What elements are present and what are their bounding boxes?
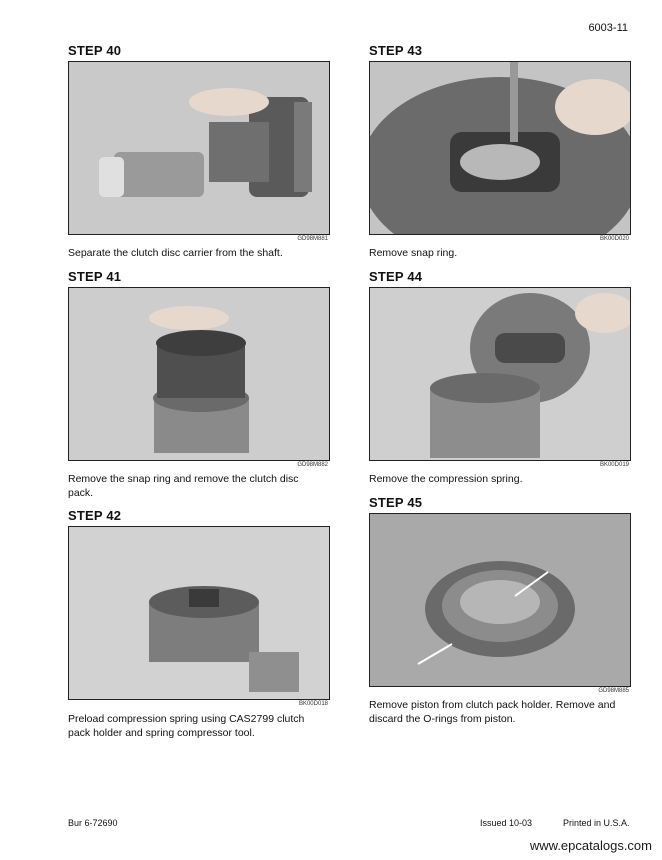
page-number: 6003-11 [588, 22, 628, 34]
watermark-link[interactable]: www.epcatalogs.com [529, 838, 652, 853]
step-40-caption: Separate the clutch disc carrier from the shaft. [68, 247, 283, 259]
step-44-photo [369, 287, 631, 461]
step-44-photo-code: BK00D019 [599, 462, 629, 468]
step-40-photo-code: GD98M881 [297, 236, 328, 242]
step-42-caption: Preload compression spring using CAS2799 clutch pack holder and spring compressor tool. [68, 713, 305, 739]
step-45-photo-code: GD98M885 [598, 688, 629, 694]
step-41-title: STEP 41 [68, 269, 122, 284]
step-45-title: STEP 45 [369, 495, 423, 510]
step-41-photo [68, 287, 330, 461]
step-43-photo [369, 61, 631, 235]
footer-printed: Printed in U.S.A. [563, 818, 630, 828]
step-43-caption: Remove snap ring. [369, 247, 458, 259]
step-41-caption: Remove the snap ring and remove the clutch disc pack. [68, 473, 299, 499]
step-41-photo-code: GD98M882 [297, 462, 328, 468]
step-42-title: STEP 42 [68, 508, 122, 523]
step-40-title: STEP 40 [68, 43, 122, 58]
step-42-photo-code: BK00D018 [298, 701, 328, 707]
footer-document-number: Bur 6-72690 [68, 818, 118, 828]
footer-issued: Issued 10-03 [480, 818, 533, 828]
step-42-photo [68, 526, 330, 700]
step-44-title: STEP 44 [369, 269, 423, 284]
step-45-photo [369, 513, 631, 687]
step-45-caption: Remove piston from clutch pack holder. Remove and discard the O-rings from piston. [369, 699, 616, 725]
step-43-title: STEP 43 [369, 43, 423, 58]
step-40-photo [68, 61, 330, 235]
step-43-photo-code: BK00D020 [599, 236, 629, 242]
step-44-caption: Remove the compression spring. [369, 473, 523, 485]
